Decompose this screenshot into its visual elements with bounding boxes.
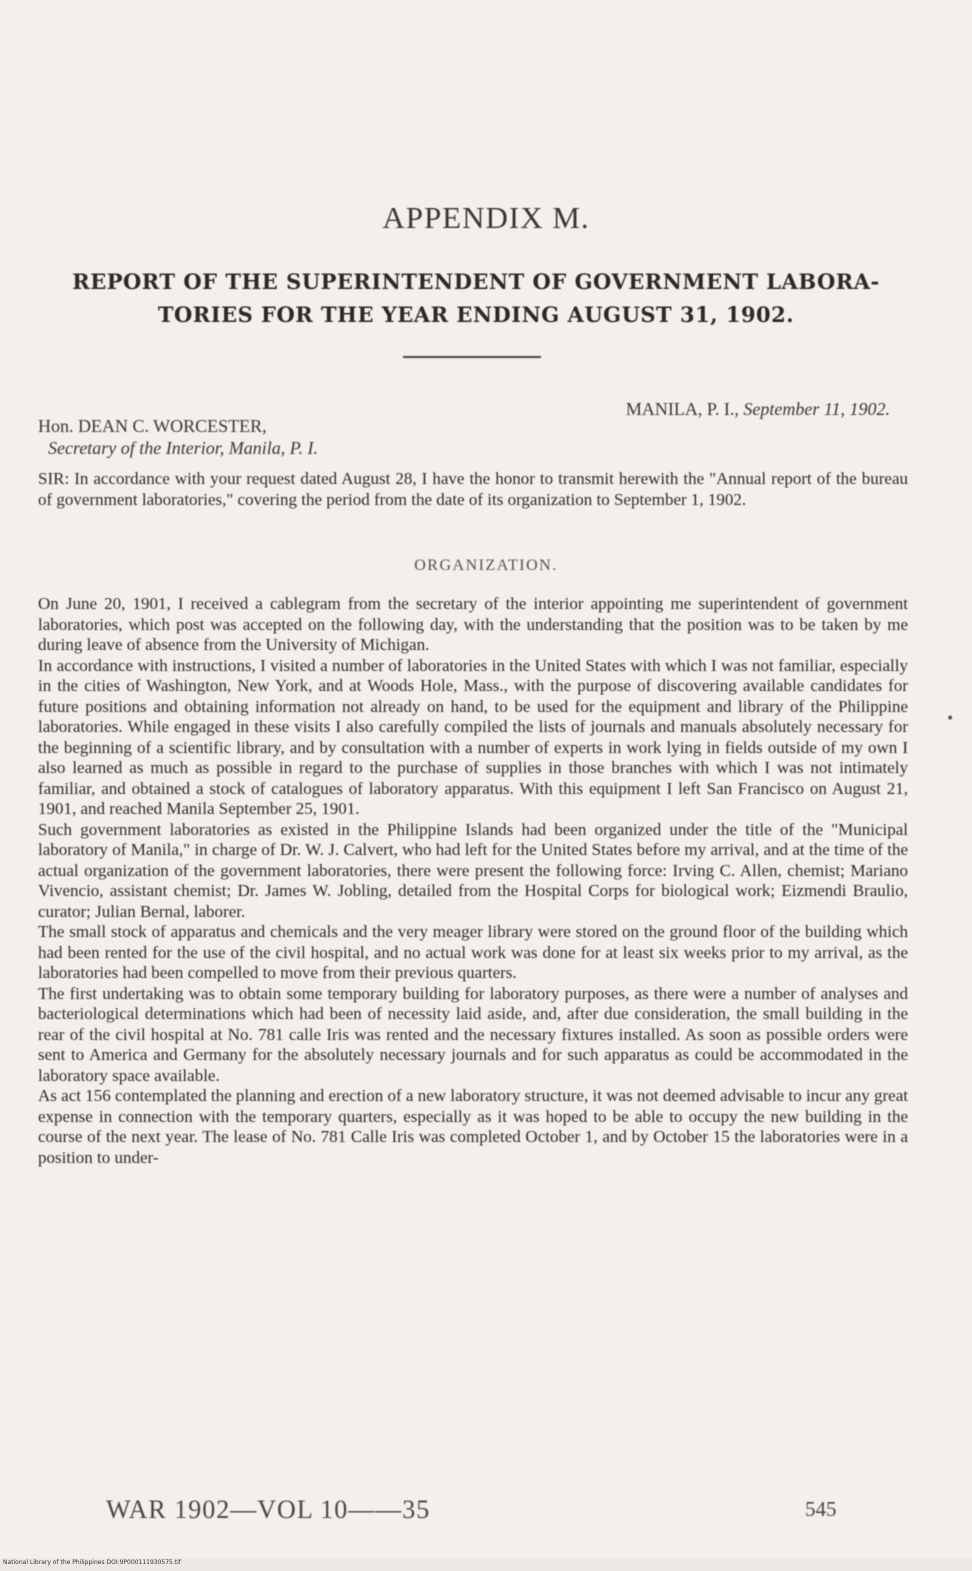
paragraph: Such government laboratories as existed in the Philippine Islands had been organized under the title of the "Municipal laboratory of Manila," in charge of Dr. W. J. Calvert, who had left for the United States before my arrival, and at the time of the actual organization of the government laboratories, there were present the following force: Irving C. Allen, chemist; Mariano Vivencio, assistant chemist; Dr. James W. Jobling, detailed from the Hospital Corps for biological work; Eizmendi Braulio, curator; Julian Bernal, laborer. (38, 819, 908, 921)
paragraph: The small stock of apparatus and chemicals and the very meager library were stored on the ground floor of the building which had been rented for the use of the civil hospital, and no actual work was done for at least six weeks prior to my arrival, as the laboratories had been compelled to move from their previous quarters. (38, 922, 908, 982)
scan-credit: National Library of the Philippines DOI:9P000111930575.tif (3, 1559, 181, 1566)
section-heading: ORGANIZATION. (414, 557, 558, 574)
report-title (40, 265, 912, 331)
signature-line: WAR 1902—VOL 10——35 (106, 1495, 431, 1524)
salutation-text: SIR: In accordance with your request dated August 28, I have the honor to transmit herewith the "Annual report of the bureau of government laboratories," covering the period from the date of its organization to September 1, 1902. (38, 469, 908, 509)
dateline (626, 399, 890, 420)
appendix-heading: APPENDIX M. (382, 200, 590, 235)
salutation-paragraph (38, 469, 908, 510)
addressee-name: Hon. DEAN C. WORCESTER, (38, 416, 267, 436)
paragraph: As act 156 contemplated the planning and erection of a new laboratory structure, it was not deemed advisable to incur any great expense in connection with the temporary quarters, especially as it was hoped to be able to occupy the new building in the course of the next year. The lease of No. 781 Calle Iris was completed October 1, and by October 15 the laboratories were in a position to under- (38, 1086, 908, 1167)
report-title-line-2: TORIES FOR THE YEAR ENDING AUGUST 31, 1902. (157, 302, 795, 327)
dateline-place: MANILA, P. I., (625, 399, 739, 419)
addressee-title: Secretary of the Interior, Manila, P. I. (48, 438, 318, 458)
marginal-mark: • (946, 711, 955, 727)
paragraph: In accordance with instructions, I visited a number of laboratories in the United States with which I was not familiar, especially in the cities of Washington, New York, and at Woods Hole, Mass., with the purpose of discovering available candidates for future positions and obtaining information not already on hand, to be used for the equipment and library of the Philippine laboratories. While engaged in these visits I also carefully compiled the lists of journals and manuals absolutely necessary for the beginning of a scientific library, and by consultation with a number of experts in work lying in fields outside of my own I also learned as much as possible in regard to the purchase of supplies in those branches with which I was not intimately familiar, and obtained a stock of catalogues of laboratory apparatus. With this equipment I left San Francisco on August 21, 1901, and reached Manila September 25, 1901. (38, 655, 908, 818)
page-number: 545 (805, 1497, 837, 1521)
main-body (38, 594, 908, 1168)
paragraph: The first undertaking was to obtain some temporary building for laboratory purposes, as there were a number of analyses and bacteriological determinations which had been of necessity laid aside, and, after due consideration, the small building in the rear of the civil hospital at No. 781 calle Iris was rented and the necessary fixtures installed. As soon as possible orders were sent to America and Germany for the absolutely necessary journals and for such apparatus as could be accommodated in the laboratory space available. (38, 983, 908, 1085)
paragraph: On June 20, 1901, I received a cablegram from the secretary of the interior appointing me superintendent of government laboratories, which post was accepted on the following day, with the understanding that the position was to be taken by me during leave of absence from the University of Michigan. (38, 594, 908, 654)
report-title-line-1: REPORT OF THE SUPERINTENDENT OF GOVERNMENT LABORA- (72, 269, 880, 294)
title-divider (403, 356, 541, 358)
dateline-date: September 11, 1902. (743, 399, 890, 419)
addressee (38, 415, 318, 459)
